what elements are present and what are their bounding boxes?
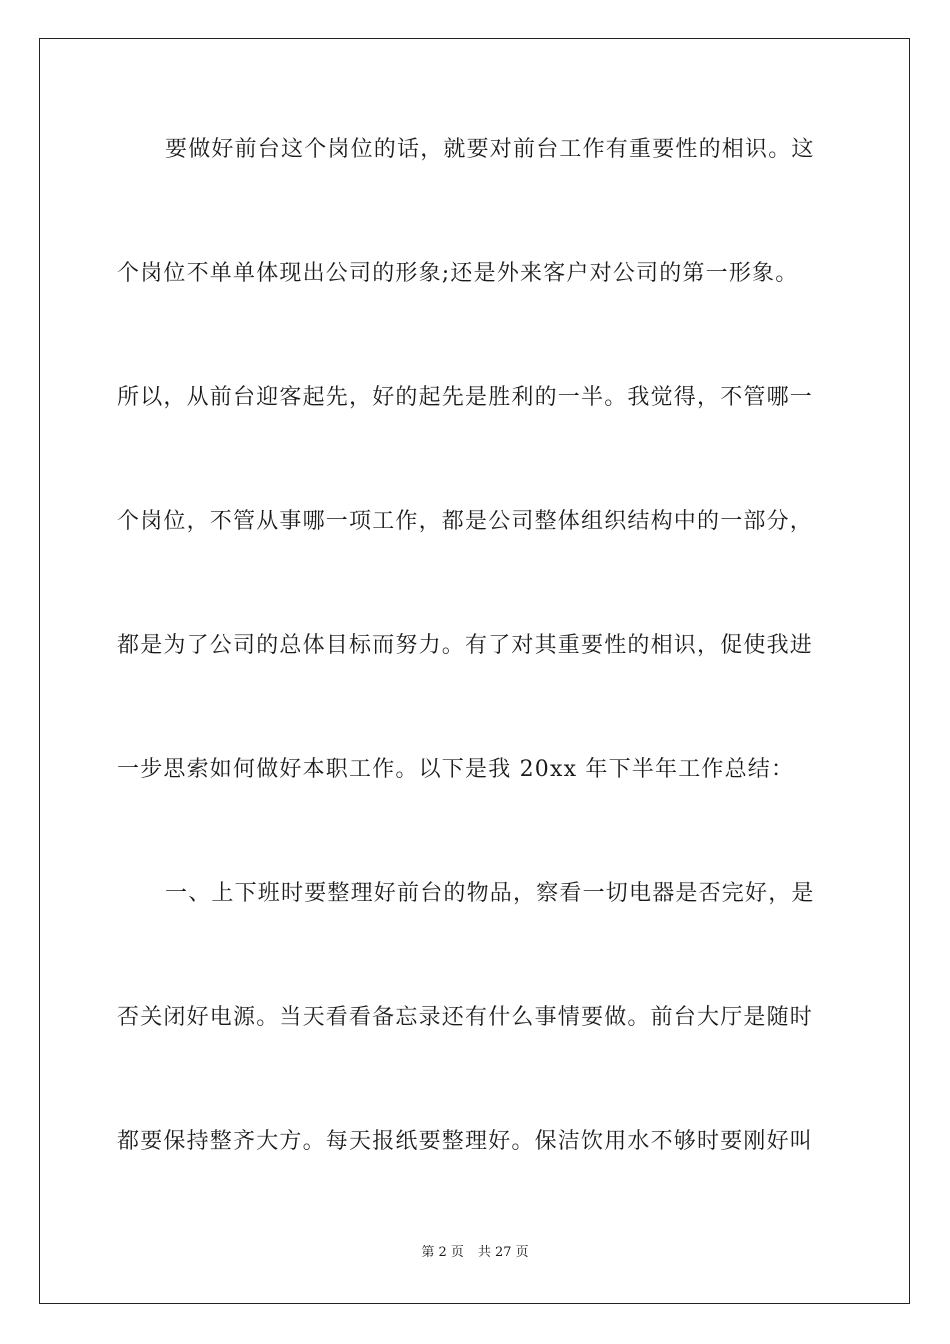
page-footer — [0, 1244, 950, 1262]
text-line: 所以，从前台迎客起先，好的起先是胜利的一半。我觉得，不管哪一 — [117, 385, 814, 410]
page-border — [39, 38, 910, 1304]
text-line: 否关闭好电源。当天看看备忘录还有什么事情要做。前台大厅是随时 — [117, 1005, 814, 1030]
page-number: 第 2 页 — [421, 1245, 464, 1260]
text-line: 都要保持整齐大方。每天报纸要整理好。保洁饮用水不够时要刚好叫 — [117, 1129, 814, 1154]
text-line: 个岗位不单单体现出公司的形象;还是外来客户对公司的第一形象。 — [117, 261, 799, 286]
text-line: 一、上下班时要整理好前台的物品，察看一切电器是否完好，是 — [165, 881, 815, 906]
text-line: 个岗位，不管从事哪一项工作，都是公司整体组织结构中的一部分， — [117, 509, 814, 534]
page-total: 共 27 页 — [477, 1245, 529, 1260]
text-line: 一步思索如何做好本职工作。以下是我 20xx 年下半年工作总结： — [117, 757, 795, 782]
text-line: 都是为了公司的总体目标而努力。有了对其重要性的相识，促使我进 — [117, 633, 814, 658]
text-line: 要做好前台这个岗位的话，就要对前台工作有重要性的相识。这 — [165, 137, 815, 162]
